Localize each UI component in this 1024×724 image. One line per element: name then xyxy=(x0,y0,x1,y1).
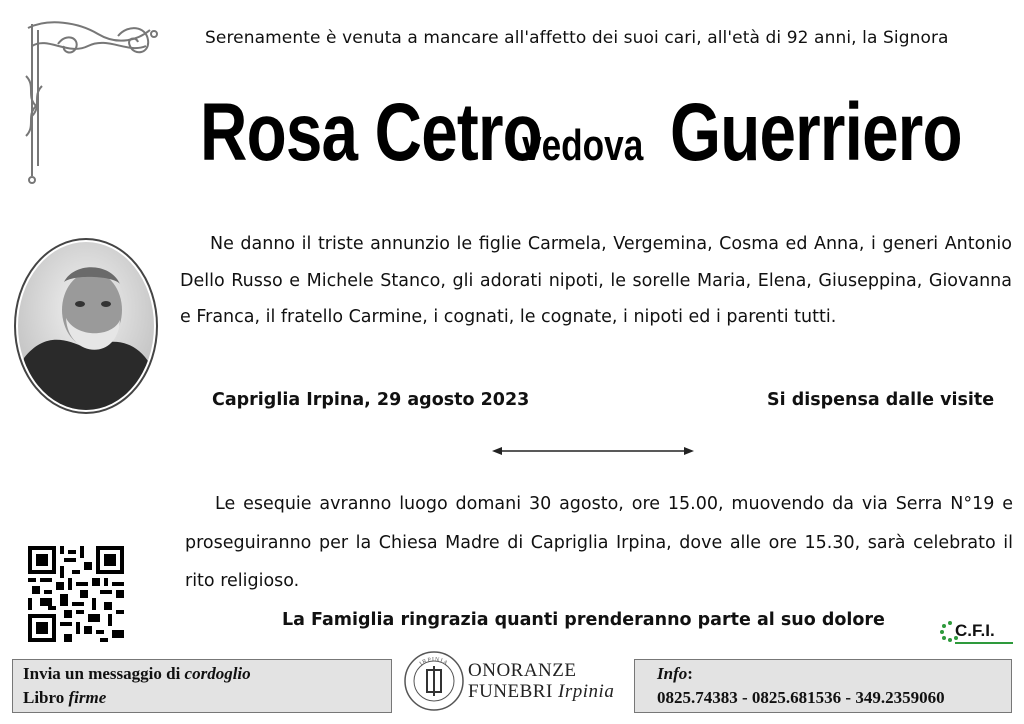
cfi-logo-text: C.F.I. xyxy=(955,621,995,640)
info-box: Info: 0825.74383 - 0825.681536 - 349.2359060 xyxy=(634,659,1012,713)
deceased-last-name: Guerriero xyxy=(670,87,962,178)
condolence-message-link[interactable]: Invia un messaggio di cordoglio xyxy=(23,664,251,683)
deceased-name-middle: vedova xyxy=(522,121,644,170)
announcement-paragraph: Ne danno il triste annunzio le figlie Carmela, Vergemina, Cosma ed Anna, i generi Antonio Dello Russo e Michele Stanco, gli adorati nipoti, le sorelle Maria, Elena, Giuseppina, Giovanna e Franca, il fratello Carmine, i cognati, le cognate, i nipoti ed i parenti tutti. xyxy=(180,234,1012,327)
info-label: Info xyxy=(657,664,688,683)
condolence-box[interactable] xyxy=(12,659,392,713)
phone-numbers[interactable]: 0825.74383 - 0825.681536 - 349.2359060 xyxy=(657,688,945,707)
intro-text: Serenamente è venuta a mancare all'affetto dei suoi cari, all'età di 92 anni, la Signora xyxy=(205,28,949,48)
deceased-first-name: Rosa Cetro xyxy=(200,87,542,178)
portrait-photo xyxy=(14,238,158,414)
corner-ornament xyxy=(18,16,158,186)
place-date: Capriglia Irpina, 29 agosto 2023 xyxy=(212,390,530,410)
funeral-home-name: ONORANZE FUNEBRI Irpinia xyxy=(468,660,615,702)
guestbook-link[interactable]: Libro firme xyxy=(23,688,107,707)
logo-ring-text: IRPINIA xyxy=(418,656,450,668)
qr-code[interactable] xyxy=(28,546,124,642)
funeral-details-paragraph: Le esequie avranno luogo domani 30 agosto, ore 15.00, muovendo da via Serra N°19 e proseguiranno per la Chiesa Madre di Capriglia Irpina, dove alle ore 15.30, sarà celebrato il rito religioso. xyxy=(185,494,1013,591)
deceased-name xyxy=(200,86,1000,180)
double-arrow-divider xyxy=(490,443,696,459)
cfi-underline xyxy=(955,642,1013,644)
funeral-home-logo-icon xyxy=(403,650,465,712)
visits-note: Si dispensa dalle visite xyxy=(767,390,995,410)
family-thanks: La Famiglia ringrazia quanti prenderanno parte al suo dolore xyxy=(282,610,885,630)
